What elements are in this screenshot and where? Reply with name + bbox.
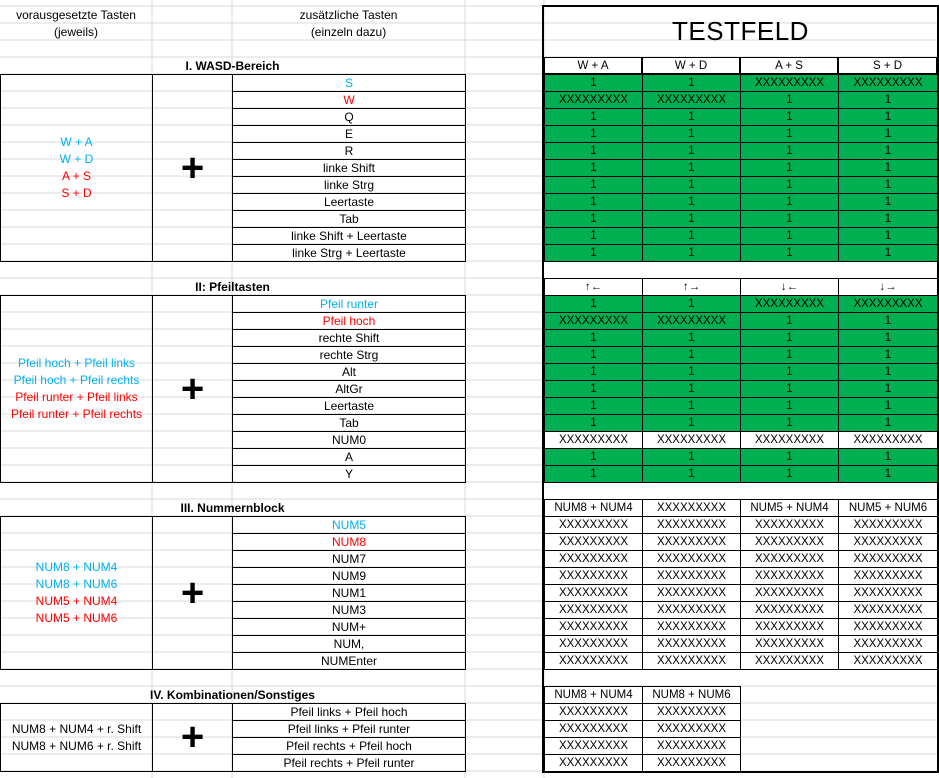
key-cell: NUM, [232, 635, 466, 653]
header-prereq-line2: (jeweils) [53, 24, 98, 39]
result-cell: 1 [838, 176, 938, 194]
key-cell: A [232, 448, 466, 466]
result-header-cell: NUM8 + NUM6 [642, 686, 741, 704]
key-cell: Leertaste [232, 193, 466, 211]
key-cell: linke Strg + Leertaste [232, 244, 466, 262]
result-cell: 1 [838, 329, 938, 347]
result-cell: 1 [642, 295, 741, 313]
result-cell: 1 [642, 227, 741, 245]
result-cell: 1 [642, 465, 741, 483]
result-cell: XXXXXXXXX [642, 550, 741, 568]
prereq-box [0, 74, 153, 262]
result-cell: XXXXXXXXX [838, 584, 938, 602]
result-cell: 1 [642, 346, 741, 364]
result-cell: 1 [838, 397, 938, 415]
result-cell: 1 [838, 159, 938, 177]
result-cell: XXXXXXXXX [544, 618, 643, 636]
result-cell: 1 [740, 125, 839, 143]
result-cell: 1 [642, 142, 741, 160]
key-cell: Alt [232, 363, 466, 381]
key-cell: Pfeil rechts + Pfeil runter [232, 754, 466, 772]
prereq-combo: NUM8 + NUM6 + r. Shift [11, 738, 142, 753]
prereq-box [0, 295, 153, 483]
key-cell: E [232, 125, 466, 143]
result-cell: XXXXXXXXX [838, 516, 938, 534]
result-header-cell: ↑→ [642, 278, 741, 296]
result-cell: XXXXXXXXX [740, 533, 839, 551]
plus-sign: + [152, 703, 233, 772]
result-cell: 1 [544, 465, 643, 483]
testfeld-column-header: W + D [642, 57, 740, 74]
prereq-combo: Pfeil runter + Pfeil rechts [10, 407, 143, 421]
result-cell: 1 [740, 210, 839, 228]
section-title: I. WASD-Bereich [185, 58, 280, 73]
result-cell: 1 [544, 448, 643, 466]
result-cell: XXXXXXXXX [838, 601, 938, 619]
result-cell: 1 [838, 125, 938, 143]
result-cell: XXXXXXXXX [740, 601, 839, 619]
result-cell: 1 [544, 380, 643, 398]
key-cell: S [232, 74, 466, 92]
result-cell: XXXXXXXXX [838, 550, 938, 568]
key-cell: NUM1 [232, 584, 466, 602]
result-cell: XXXXXXXXX [544, 703, 643, 721]
result-cell: XXXXXXXXX [740, 635, 839, 653]
result-cell: 1 [838, 227, 938, 245]
result-header-cell: ↓→ [838, 278, 938, 296]
result-cell: 1 [740, 142, 839, 160]
result-cell: 1 [544, 193, 643, 211]
result-cell: 1 [642, 448, 741, 466]
result-cell: 1 [740, 193, 839, 211]
result-header-cell: NUM8 + NUM4 [544, 499, 643, 517]
prereq-box [0, 703, 153, 772]
result-cell: XXXXXXXXX [740, 431, 839, 449]
result-cell: 1 [740, 363, 839, 381]
result-cell: 1 [740, 346, 839, 364]
result-cell: 1 [642, 193, 741, 211]
result-cell: 1 [740, 448, 839, 466]
result-cell: 1 [642, 159, 741, 177]
key-cell: Leertaste [232, 397, 466, 415]
testfeld-column-header: S + D [838, 57, 937, 74]
key-cell: Y [232, 465, 466, 483]
prereq-combo: NUM5 + NUM4 [35, 594, 118, 608]
result-cell: XXXXXXXXX [740, 516, 839, 534]
result-cell: XXXXXXXXX [544, 584, 643, 602]
result-header-cell: ↑← [544, 278, 643, 296]
result-cell: XXXXXXXXX [740, 550, 839, 568]
result-cell: 1 [838, 244, 938, 262]
key-cell: AltGr [232, 380, 466, 398]
result-cell: XXXXXXXXX [642, 431, 741, 449]
result-header-cell: ↓← [740, 278, 839, 296]
result-cell: 1 [642, 414, 741, 432]
key-cell: linke Shift [232, 159, 466, 177]
result-cell: 1 [642, 108, 741, 126]
key-cell: NUM+ [232, 618, 466, 636]
plus-sign: + [152, 516, 233, 670]
key-cell: rechte Shift [232, 329, 466, 347]
result-cell: XXXXXXXXX [838, 618, 938, 636]
prereq-combo: W + A [60, 135, 93, 149]
result-cell: XXXXXXXXX [642, 737, 741, 755]
result-cell: 1 [740, 312, 839, 330]
key-cell: R [232, 142, 466, 160]
result-cell: 1 [838, 193, 938, 211]
result-cell: 1 [740, 414, 839, 432]
key-cell: linke Strg [232, 176, 466, 194]
result-cell: 1 [740, 227, 839, 245]
result-cell: 1 [642, 74, 741, 92]
prereq-combo: S + D [61, 186, 92, 200]
key-cell: NUMEnter [232, 652, 466, 670]
result-cell: XXXXXXXXX [544, 550, 643, 568]
result-cell: 1 [544, 176, 643, 194]
key-cell: NUM8 [232, 533, 466, 551]
section-title: IV. Kombinationen/Sonstiges [150, 687, 315, 702]
prereq-combo: NUM8 + NUM4 + r. Shift [11, 721, 142, 736]
result-cell: XXXXXXXXX [544, 567, 643, 585]
key-cell: NUM3 [232, 601, 466, 619]
result-cell: XXXXXXXXX [642, 312, 741, 330]
key-cell: Pfeil rechts + Pfeil hoch [232, 737, 466, 755]
result-header-cell: NUM5 + NUM6 [838, 499, 938, 517]
result-cell: XXXXXXXXX [642, 652, 741, 670]
result-cell: 1 [544, 414, 643, 432]
key-cell: W [232, 91, 466, 109]
key-cell: Pfeil links + Pfeil hoch [232, 703, 466, 721]
result-cell: XXXXXXXXX [838, 635, 938, 653]
key-cell: Pfeil hoch [232, 312, 466, 330]
prereq-combo: W + D [59, 152, 94, 166]
result-cell: 1 [838, 465, 938, 483]
result-cell: XXXXXXXXX [838, 74, 938, 92]
result-cell: 1 [740, 91, 839, 109]
key-cell: NUM7 [232, 550, 466, 568]
result-cell: 1 [642, 380, 741, 398]
result-cell: XXXXXXXXX [642, 754, 741, 772]
result-cell: 1 [740, 329, 839, 347]
prereq-combo: NUM5 + NUM6 [35, 611, 118, 625]
result-cell: XXXXXXXXX [838, 533, 938, 551]
header-prereq-line1: vorausgesetzte Tasten [16, 7, 136, 22]
key-cell: Q [232, 108, 466, 126]
result-cell: XXXXXXXXX [740, 584, 839, 602]
header-keys-line2: (einzeln dazu) [310, 24, 387, 39]
result-cell: 1 [544, 227, 643, 245]
result-cell: 1 [544, 363, 643, 381]
key-cell: NUM5 [232, 516, 466, 534]
result-cell: XXXXXXXXX [544, 635, 643, 653]
result-cell: 1 [544, 108, 643, 126]
result-cell: 1 [544, 397, 643, 415]
prereq-combo: NUM8 + NUM6 [35, 577, 118, 591]
result-cell: XXXXXXXXX [740, 567, 839, 585]
result-cell: XXXXXXXXX [642, 567, 741, 585]
result-cell: XXXXXXXXX [740, 295, 839, 313]
result-cell: XXXXXXXXX [544, 754, 643, 772]
result-cell: 1 [740, 176, 839, 194]
result-cell: XXXXXXXXX [642, 516, 741, 534]
result-cell: 1 [740, 465, 839, 483]
result-cell: 1 [838, 108, 938, 126]
result-cell: 1 [642, 363, 741, 381]
result-cell: XXXXXXXXX [544, 720, 643, 738]
key-cell: Pfeil runter [232, 295, 466, 313]
prereq-combo: Pfeil hoch + Pfeil rechts [13, 373, 140, 387]
testfeld-column-header: W + A [544, 57, 642, 74]
result-cell: 1 [740, 108, 839, 126]
result-cell: XXXXXXXXX [740, 74, 839, 92]
result-cell: 1 [740, 380, 839, 398]
result-cell: 1 [544, 74, 643, 92]
result-cell: 1 [838, 312, 938, 330]
result-cell: 1 [838, 91, 938, 109]
result-cell: 1 [642, 125, 741, 143]
result-cell: 1 [740, 397, 839, 415]
result-cell: 1 [544, 346, 643, 364]
prereq-combo: Pfeil hoch + Pfeil links [17, 356, 136, 370]
result-cell: 1 [544, 244, 643, 262]
result-cell: 1 [740, 244, 839, 262]
prereq-combo: Pfeil runter + Pfeil links [15, 390, 138, 404]
key-cell: Pfeil links + Pfeil runter [232, 720, 466, 738]
result-cell: XXXXXXXXX [740, 652, 839, 670]
key-cell: rechte Strg [232, 346, 466, 364]
result-cell: 1 [544, 142, 643, 160]
result-cell: XXXXXXXXX [838, 431, 938, 449]
result-cell: XXXXXXXXX [544, 533, 643, 551]
result-cell: 1 [838, 414, 938, 432]
result-cell: 1 [642, 244, 741, 262]
prereq-combo: NUM8 + NUM4 [35, 560, 118, 574]
result-cell: 1 [544, 159, 643, 177]
result-cell: XXXXXXXXX [544, 91, 643, 109]
prereq-combo: A + S [61, 169, 92, 183]
key-cell: Tab [232, 414, 466, 432]
key-cell: NUM9 [232, 567, 466, 585]
result-header-cell: NUM8 + NUM4 [544, 686, 643, 704]
result-cell: XXXXXXXXX [642, 601, 741, 619]
result-header-cell: XXXXXXXXX [642, 499, 741, 517]
key-cell: NUM0 [232, 431, 466, 449]
result-cell: 1 [544, 295, 643, 313]
result-cell: XXXXXXXXX [838, 652, 938, 670]
result-cell: XXXXXXXXX [544, 652, 643, 670]
result-cell: 1 [838, 210, 938, 228]
result-header-cell: NUM5 + NUM4 [740, 499, 839, 517]
prereq-box [0, 516, 153, 670]
result-cell: 1 [838, 380, 938, 398]
key-cell: linke Shift + Leertaste [232, 227, 466, 245]
result-cell: 1 [838, 346, 938, 364]
result-cell: XXXXXXXXX [740, 618, 839, 636]
result-cell: 1 [838, 363, 938, 381]
result-cell: XXXXXXXXX [642, 618, 741, 636]
result-cell: 1 [642, 397, 741, 415]
testfeld-spacer [544, 482, 937, 499]
result-cell: 1 [642, 210, 741, 228]
result-cell: XXXXXXXXX [838, 295, 938, 313]
plus-sign: + [152, 74, 233, 262]
result-cell: XXXXXXXXX [544, 431, 643, 449]
testfeld-column-header: A + S [740, 57, 838, 74]
section-title: II: Pfeiltasten [195, 279, 270, 294]
result-cell: 1 [740, 159, 839, 177]
result-cell: 1 [838, 142, 938, 160]
result-cell: 1 [838, 448, 938, 466]
plus-sign: + [152, 295, 233, 483]
result-cell: XXXXXXXXX [642, 584, 741, 602]
result-cell: XXXXXXXXX [642, 635, 741, 653]
result-cell: XXXXXXXXX [544, 312, 643, 330]
key-cell: Tab [232, 210, 466, 228]
section-title: III. Nummernblock [180, 500, 285, 515]
result-cell: 1 [544, 329, 643, 347]
result-cell: XXXXXXXXX [544, 601, 643, 619]
result-cell: XXXXXXXXX [642, 720, 741, 738]
result-cell: 1 [642, 176, 741, 194]
result-cell: 1 [642, 329, 741, 347]
result-cell: XXXXXXXXX [544, 737, 643, 755]
testfeld-spacer [544, 261, 937, 278]
result-cell: 1 [544, 210, 643, 228]
header-keys-line1: zusätzliche Tasten [299, 7, 398, 22]
result-cell: XXXXXXXXX [544, 516, 643, 534]
testfeld-title: TESTFELD [672, 15, 809, 46]
result-cell: 1 [544, 125, 643, 143]
result-cell: XXXXXXXXX [642, 703, 741, 721]
result-cell: XXXXXXXXX [642, 91, 741, 109]
result-cell: XXXXXXXXX [838, 567, 938, 585]
result-cell: XXXXXXXXX [642, 533, 741, 551]
